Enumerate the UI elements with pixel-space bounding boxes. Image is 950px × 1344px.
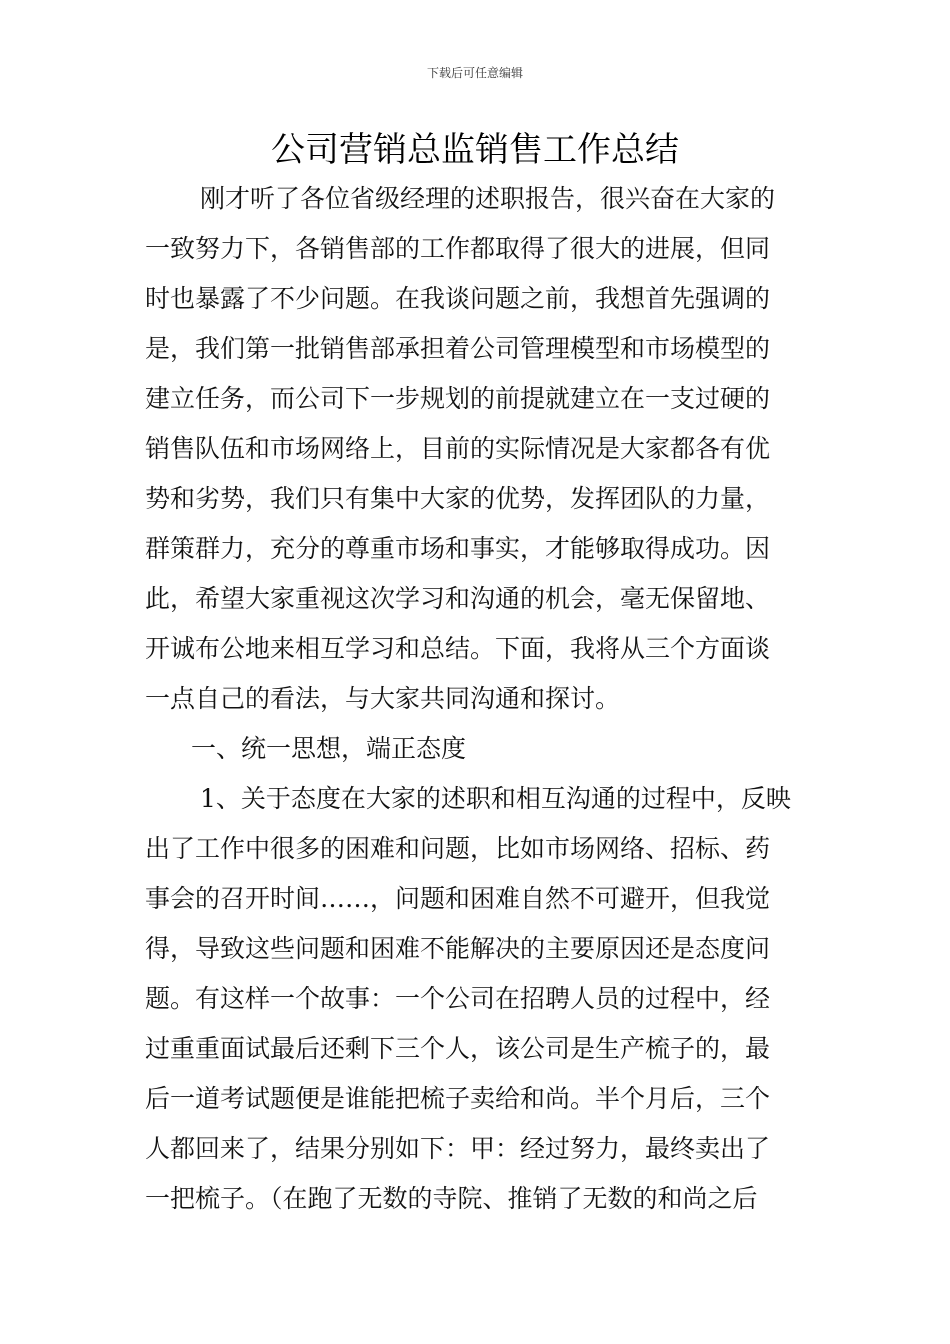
text-line: 事会的召开时间……，问题和困难自然不可避开，但我觉	[145, 884, 771, 913]
text-line: 出了工作中很多的困难和问题，比如市场网络、招标、药	[145, 834, 771, 863]
text-line: 题。有这样一个故事：一个公司在招聘人员的过程中，经	[145, 984, 771, 1013]
text-line: 群策群力，充分的尊重市场和事实，才能够取得成功。因	[145, 534, 771, 563]
text-line: 一点自己的看法，与大家共同沟通和探讨。	[145, 684, 621, 713]
text-line: 过重重面试最后还剩下三个人，该公司是生产梳子的，最	[145, 1034, 771, 1063]
text-line: 销售队伍和市场网络上，目前的实际情况是大家都各有优	[145, 434, 771, 463]
document-body	[145, 174, 807, 1224]
text-line: 建立任务，而公司下一步规划的前提就建立在一支过硬的	[145, 384, 771, 413]
text-line: 刚才听了各位省级经理的述职报告，很兴奋在大家的	[200, 184, 776, 213]
text-line: 后一道考试题便是谁能把梳子卖给和尚。半个月后，三个	[145, 1084, 771, 1113]
text-line: 一致努力下，各销售部的工作都取得了很大的进展，但同	[145, 234, 771, 263]
text-line: 开诚布公地来相互学习和总结。下面，我将从三个方面谈	[145, 634, 771, 663]
text-line: 此，希望大家重视这次学习和沟通的机会，毫无保留地、	[145, 584, 771, 613]
text-line: 是，我们第一批销售部承担着公司管理模型和市场模型的	[145, 334, 771, 363]
text-line: 得，导致这些问题和困难不能解决的主要原因还是态度问	[145, 934, 771, 963]
document-title: 公司营销总监销售工作总结	[271, 130, 679, 170]
text-line: 1、关于态度在大家的述职和相互沟通的过程中，反映	[200, 784, 791, 813]
text-line: 势和劣势，我们只有集中大家的优势，发挥团队的力量，	[145, 484, 771, 513]
header-note: 下载后可任意编辑	[426, 66, 523, 80]
text-line: 时也暴露了不少问题。在我谈问题之前，我想首先强调的	[145, 284, 771, 313]
text-line: 一把梳子。（在跑了无数的寺院、推销了无数的和尚之后	[145, 1184, 758, 1213]
section-heading: 一、统一思想，端正态度	[191, 734, 467, 763]
text-line: 人都回来了，结果分别如下：甲：经过努力，最终卖出了	[145, 1134, 771, 1163]
